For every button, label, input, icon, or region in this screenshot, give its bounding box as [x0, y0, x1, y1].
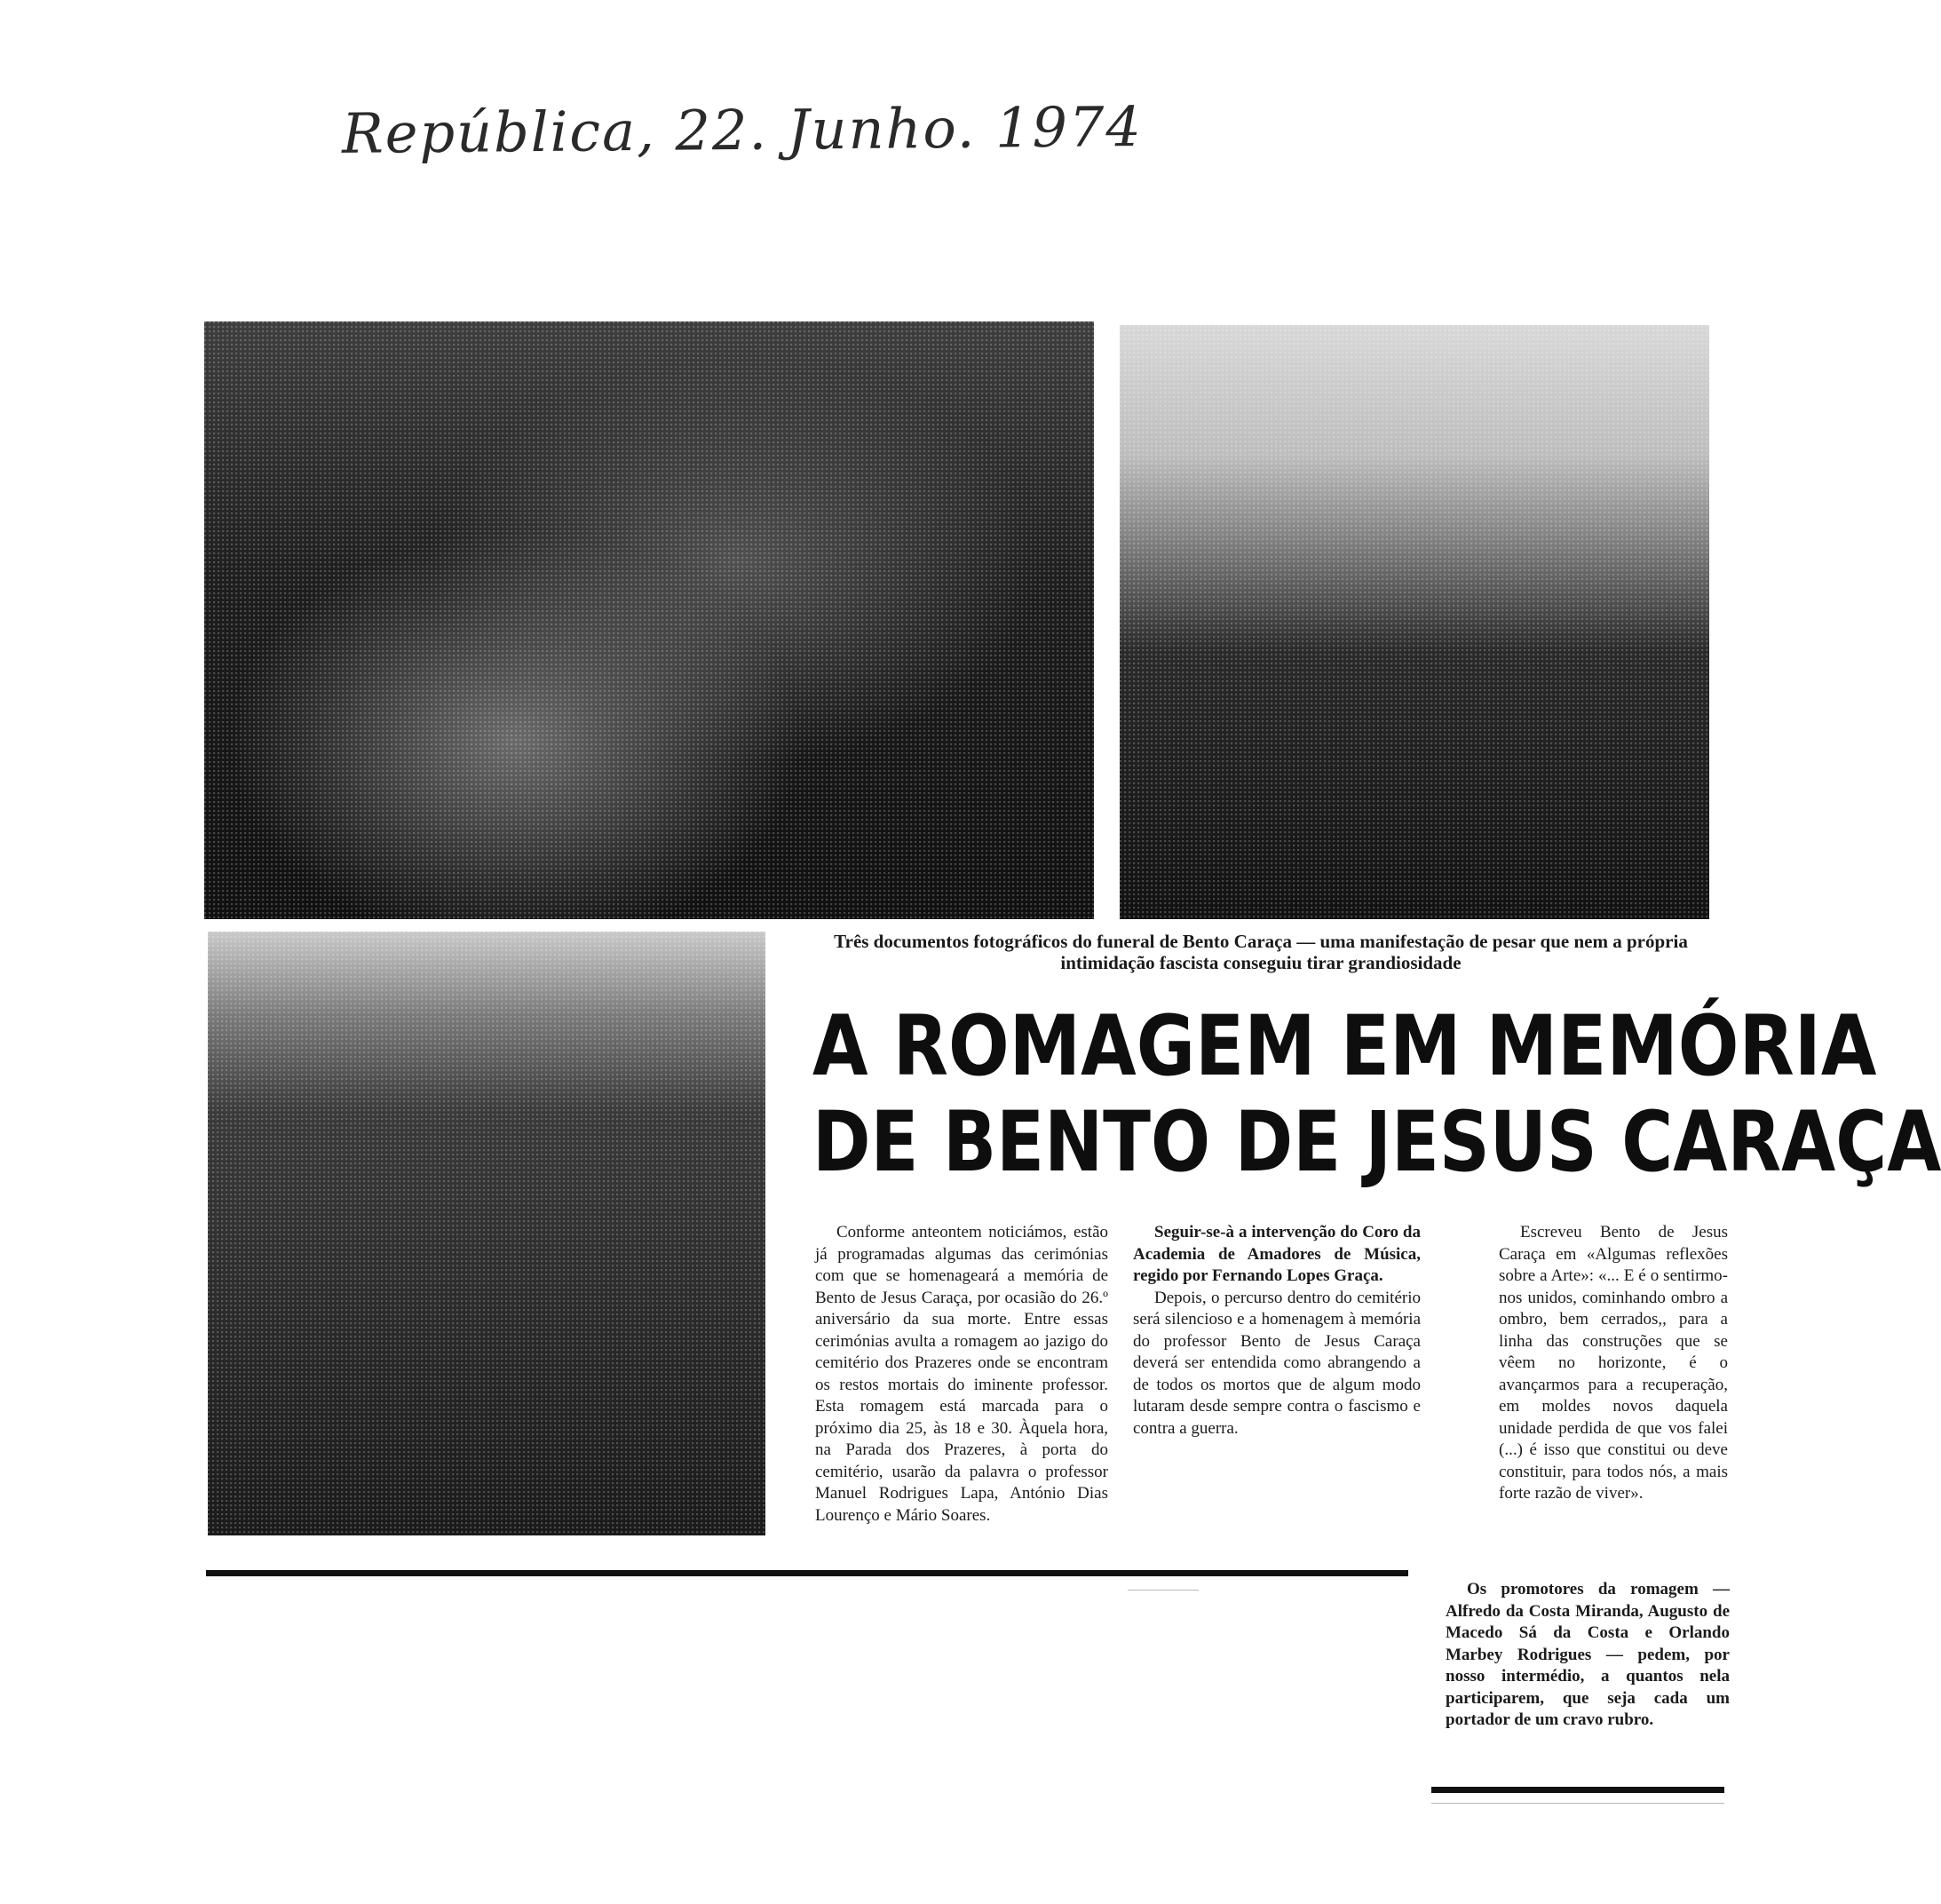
section-rule-end: [1431, 1787, 1724, 1793]
headline-line-1: A ROMAGEM EM MEMÓRIA: [812, 998, 1877, 1095]
article-column-2: [1133, 1222, 1421, 1440]
section-rule-main: [206, 1570, 1408, 1576]
article-column-1: [815, 1222, 1108, 1527]
article-paragraph-4: Escreveu Bento de Jesus Caraça em «Algumas reflexões sobre a Arte»: «... E é o sentirmo-nos unidos, cominhando ombro a ombro, bem cerrados,, para a linha das construções que se vêem no horizonte, é o avançarmos para a recuperação, em moldes novos daquela unidade perdida de que vos falei (...) é isso que constitui ou deve constituir, para todos nós, a mais forte razão de viver».: [1499, 1223, 1728, 1503]
photo-caption: Três documentos fotográficos do funeral de Bento Caraça — uma manifestação de pesar que nem a própria intimidação fascista conseguiu tirar grandiosidade: [834, 931, 1688, 973]
funeral-photo-crowd-street: [204, 321, 1094, 919]
article-paragraph-2: Seguir-se-à a intervenção do Coro da Academia de Amadores de Música, regido por Fernando Lopes Graça.: [1133, 1223, 1421, 1285]
headline-line-2: DE BENTO DE JESUS CARAÇA: [812, 1094, 1941, 1191]
article-paragraph-1: Conforme anteontem noticiámos, estão já programadas algumas das cerimónias com que se homenageará a memória de Bento de Jesus Caraça, por ocasião do 26.º aniversário da sua morte. Entre essas cerimónias avulta a romagem ao jazigo do cemitério dos Prazeres onde se encontram os restos mortais do iminente professor. Esta romagem está marcada para o próximo dia 25, às 18 e 30. Àquela hora, na Parada dos Prazeres, à porta do cemitério, usarão da palavra o professor Manuel Rodrigues Lapa, António Dias Lourenço e Mário Soares.: [815, 1223, 1108, 1525]
article-paragraph-5: Os promotores da romagem — Alfredo da Costa Miranda, Augusto de Macedo Sá da Costa e Orlando Marbey Rodrigues — pedem, por nosso intermédio, a quantos nela participarem, que seja cada um portador de um cravo rubro.: [1446, 1580, 1730, 1729]
article-column-3: [1499, 1222, 1728, 1505]
scan-artifact-line: [1128, 1590, 1199, 1591]
article-headline: [812, 998, 1941, 1191]
article-paragraph-3: Depois, o percurso dentro do cemitério será silencioso e a homenagem à memória do professor Bento de Jesus Caraça deverá ser entendida como abrangendo a de todos os mortos que de algum modo lutaram desde sempre contra o fascismo e contra a guerra.: [1133, 1288, 1421, 1438]
handwritten-source-note: República, 22. Junho. 1974: [341, 94, 1144, 166]
funeral-photo-marching-crowd: [208, 932, 765, 1535]
article-column-3-continued: [1446, 1579, 1730, 1732]
funeral-photo-procession-buildings: [1120, 325, 1709, 919]
scan-artifact-line: [1431, 1803, 1724, 1804]
